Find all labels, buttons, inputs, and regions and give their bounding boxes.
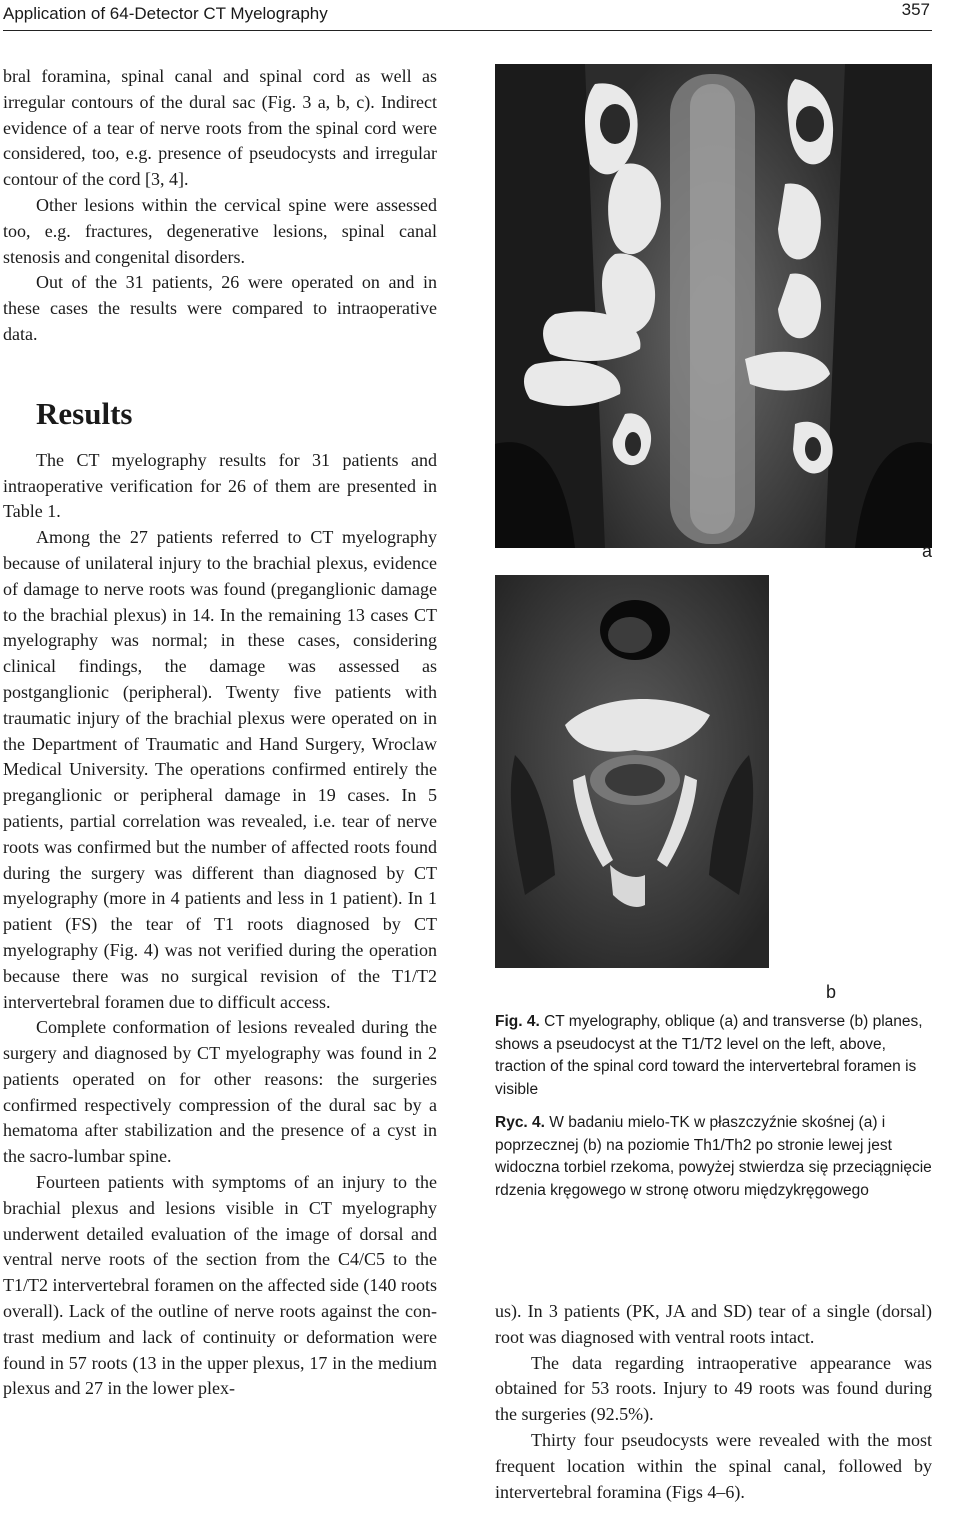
paragraph: us). In 3 patients (PK, JA and SD) tear of a single (dorsal) root was diagnosed with ventral roots intact. [495,1301,932,1347]
paragraph: Complete conformation of lesions revealed during the surgery and diagnosed by CT myelography was found in 2 patients operated on for other reasons: the surgeries confirmed respectively compression of the dural sac by a hematoma after stabilization and the presence of a cyst in the sacro-lumbar spine. [3,1017,437,1167]
running-title: Application of 64-Detector CT Myelography [3,4,328,23]
page-number: 357 [901,0,930,19]
right-column [495,1299,932,1505]
paragraph: Other lesions within the cervical spine were assessed too, e.g. fractures, degenerative lesions, spinal canal stenosis and congenital disorders. [3,194,437,267]
left-column [3,64,437,1402]
caption-text: CT myelography, oblique (a) and transverse (b) planes, shows a pseudocyst at the T1/T2 level on the left, above, traction of the spinal cord toward the intervertebral foramen is visible [495,1013,923,1098]
figure-caption-pl [495,1112,932,1202]
caption-label: Ryc. 4. [495,1114,545,1131]
paragraph: Out of the 31 patients, 26 were operated on and in these cases the results were compared to intraoperative data. [3,272,437,344]
caption-text: W badaniu mielo-TK w płaszczyźnie skośnej (a) i poprzecznej (b) na poziomie Th1/Th2 po stronie lewej jest widoczna torbiel rzekoma, powyżej stwierdza się przeciągnięcie rdzenia kręgowego w stronę otworu międzykręgowego [495,1114,932,1199]
paragraph: Fourteen patients with symptoms of an injury to the brachial plexus and lesions visible in CT myelography underwent detailed evaluation of the image of dorsal and ventral nerve roots of the section from the C4/C5 to the T1/T2 intervertebral foramen on the affected side (140 roots overall). Lack of the outline of nerve roots against the contrast medium and lack of continuity or deformation were found in 57 roots (13 in the upper plexus, 17 in the medium plexus and 27 in the lower plex- [3,1172,437,1399]
page-header [3,0,932,31]
paragraph: The CT myelography results for 31 patients and intraoperative verification for 26 of them are presented in Table 1. [3,449,437,522]
paragraph: The data regarding intraoperative appearance was obtained for 53 roots. Injury to 49 roots was found during the surgeries (92.5%). [495,1352,932,1425]
section-heading-results: Results [36,395,133,431]
caption-label: Fig. 4. [495,1013,540,1030]
figure-label-b: b [826,982,837,1002]
ct-image-oblique [495,64,932,548]
ct-transverse-graphic [495,575,769,968]
ct-oblique-graphic [495,64,932,548]
paragraph: bral foramina, spinal canal and spinal cord as well as irregular contours of the dural sac (Fig. 3 a, b, c). Indirect evidence of a tear of nerve roots from the spinal cord were considered, too, e.g. presence of pseudocysts and irregular contour of the cord [3, 4]. [3,66,437,190]
paragraph: Among the 27 patients referred to CT myelography because of unilateral injury to the brachial plexus, evidence of damage to nerve roots was found (preganglionic damage to the brachial plexus) in 14. In the remaining 13 cases CT myelography was normal; in these cases, considering clinical findings, the damage was assessed as postganglionic (peripheral). Twenty five patients with traumatic injury of the brachial plexus were operated on in the Department of Traumatic and Hand Surgery, Wroclaw Medical University. The operations confirmed entirely the preganglionic or peripheral damage in 19 cases. In 5 patients, partial correlation was revealed, i.e. tear of nerve roots was confirmed but the number of affected roots found during the surgery was different than diagnosed by CT myelography (more in 4 patients and less in 1 patient). In 1 patient (FS) the tear of T1 roots diagnosed by CT myelography (Fig. 4) was not verified during the operation because there was no surgical revision of the T1/T2 intervertebral foramen due to difficult access. [3,527,437,1012]
figure-label-a: a [922,541,933,561]
figure-caption-en [495,1011,932,1101]
ct-image-transverse [495,575,769,968]
paragraph: Thirty four pseudocysts were revealed with the most frequent location within the spinal canal, followed by intervertebral foramina (Figs 4–6). [495,1429,932,1502]
